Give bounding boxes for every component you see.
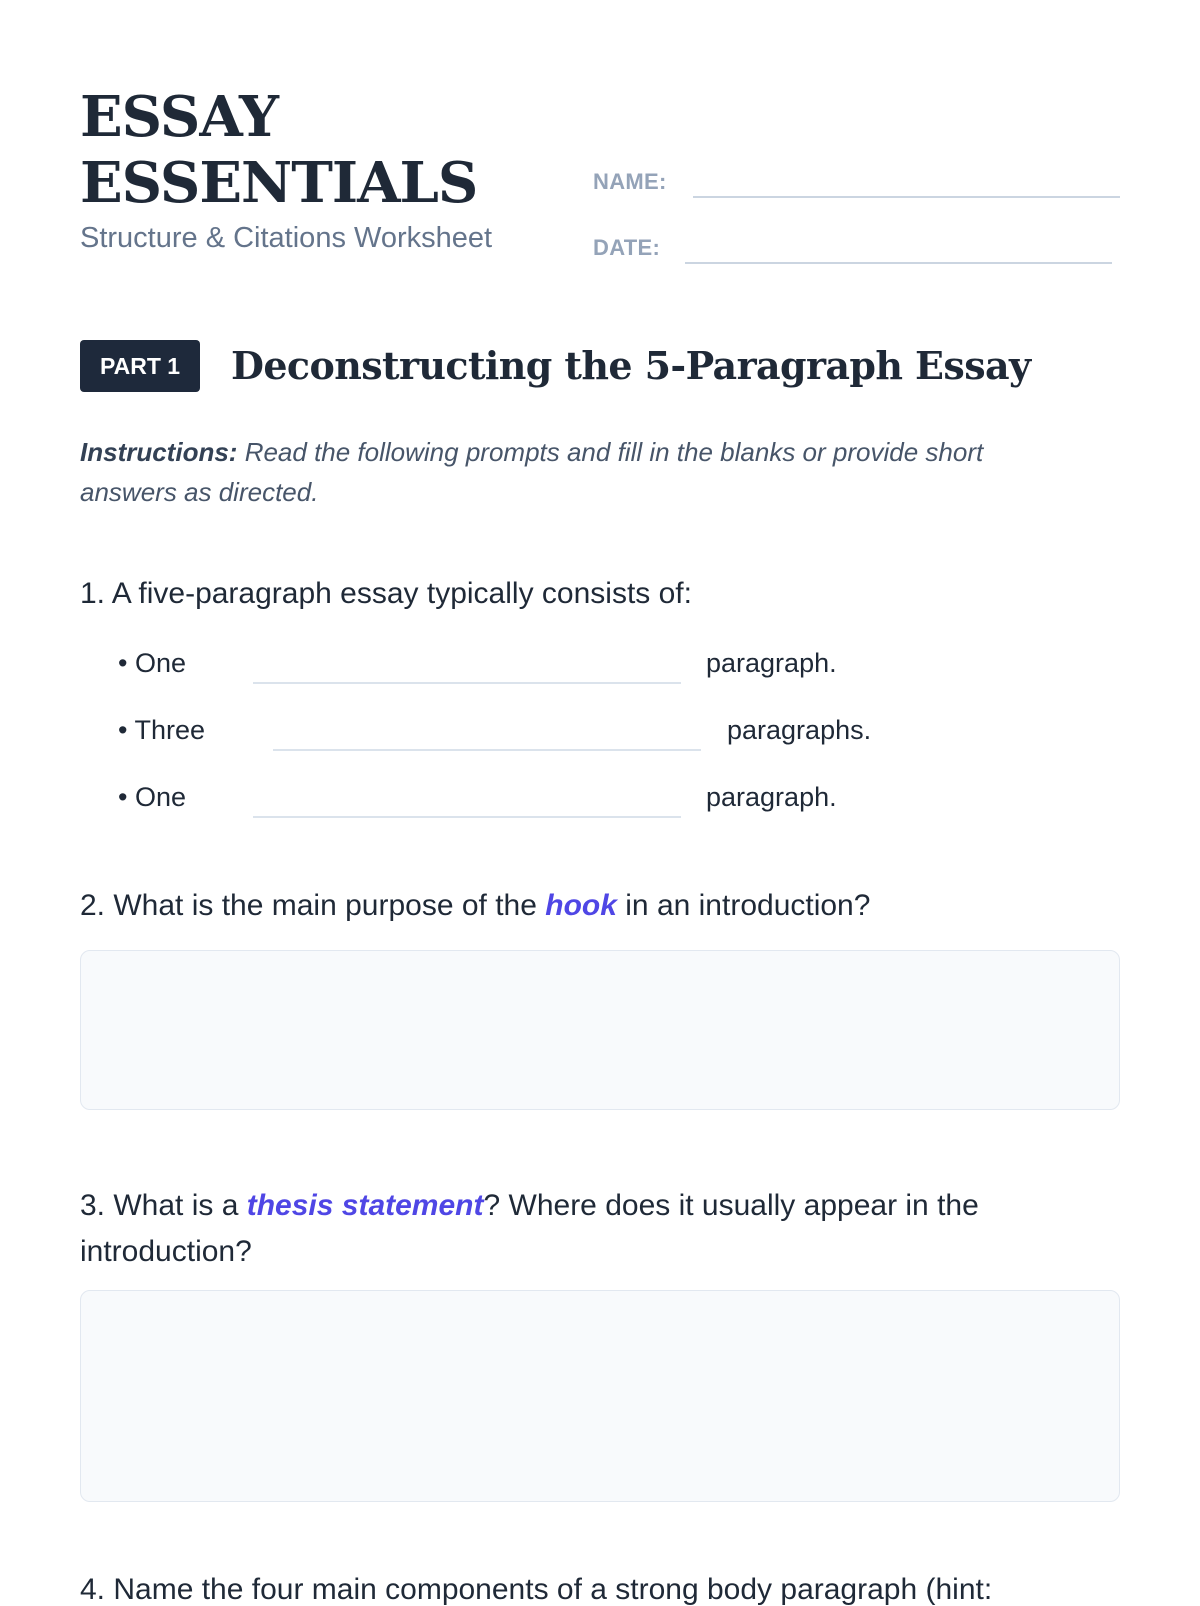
question-3-after: ? Where does it usually appear in the introduction? [80, 1189, 979, 1268]
question-2-after: in an introduction? [616, 889, 871, 922]
title-line-1: ESSAY [80, 84, 278, 150]
blank-suffix: paragraph. [706, 648, 837, 678]
question-1: 1. A five-paragraph essay typically consists of: [80, 577, 692, 610]
question-4: 4. Name the four main components of a strong body paragraph (hint: [80, 1573, 993, 1606]
instructions [80, 432, 1080, 512]
part-heading [80, 340, 1120, 394]
blank-prefix: • Three [118, 715, 205, 745]
name-label: NAME: [593, 169, 667, 194]
fill-blank-row [118, 778, 1018, 818]
date-field [593, 228, 1112, 268]
blank-prefix: • One [118, 648, 186, 678]
question-2 [80, 890, 1120, 922]
instructions-text: Read the following prompts and fill in the blanks or provide short answers as directed. [80, 437, 984, 507]
part-title: Deconstructing the 5-Paragraph Essay [231, 343, 1031, 388]
fill-blank-row [118, 644, 1018, 684]
title-line-2: ESSENTIALS [80, 150, 478, 216]
name-field [593, 162, 1120, 202]
date-blank-line[interactable] [685, 262, 1112, 264]
question-3-before: 3. What is a [80, 1189, 247, 1222]
blank-suffix: paragraph. [706, 782, 837, 812]
fill-blank-line[interactable] [253, 816, 681, 818]
term-thesis-statement: thesis statement [246, 1189, 484, 1222]
instructions-lead: Instructions: [80, 437, 238, 467]
blank-suffix: paragraphs. [727, 715, 872, 745]
worksheet-header [80, 84, 1120, 274]
answer-box-question-2[interactable] [80, 950, 1120, 1110]
worksheet-page [80, 0, 1120, 1606]
fill-blank-line[interactable] [273, 749, 701, 751]
answer-box-question-3[interactable] [80, 1290, 1120, 1502]
blank-prefix: • One [118, 782, 186, 812]
question-2-before: 2. What is the main purpose of the [80, 889, 546, 922]
fill-blank-row [118, 711, 1018, 751]
worksheet-subtitle: Structure & Citations Worksheet [80, 222, 493, 254]
fill-blank-line[interactable] [253, 682, 681, 684]
term-hook: hook [545, 889, 617, 922]
worksheet-title [80, 84, 580, 216]
part-badge: PART 1 [80, 340, 200, 392]
date-label: DATE: [593, 235, 661, 260]
name-blank-line[interactable] [693, 196, 1120, 198]
question-3 [80, 1183, 1040, 1275]
